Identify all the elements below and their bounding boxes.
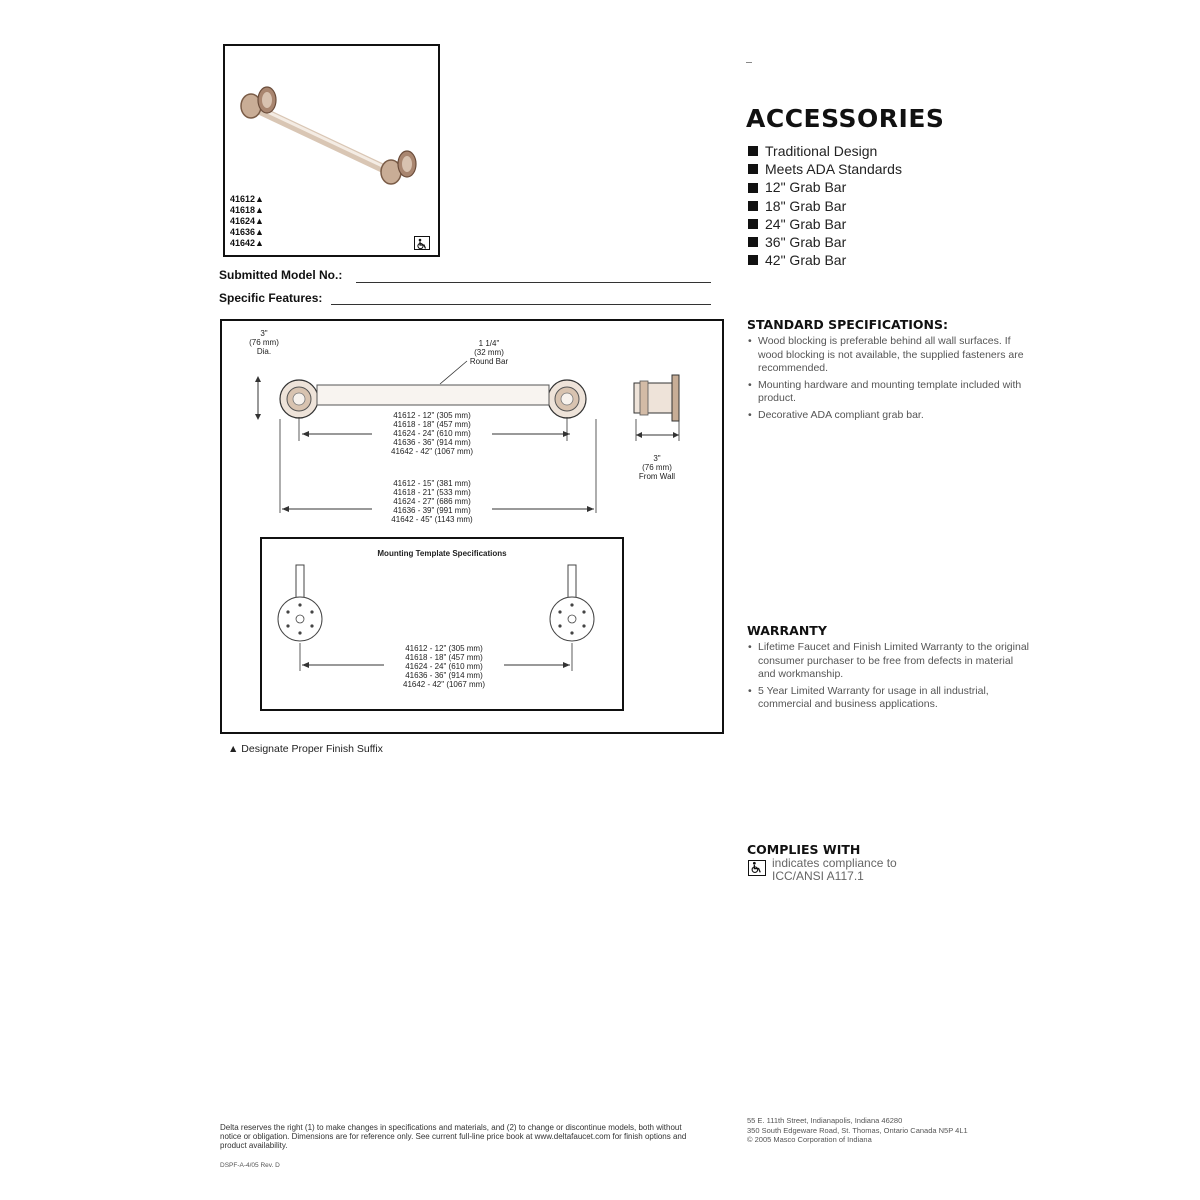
complies-line: ICC/ANSI A117.1 [772, 869, 864, 883]
warranty-heading: WARRANTY [747, 623, 827, 638]
standard-specs-list [748, 335, 1038, 425]
list-item [748, 142, 902, 160]
address-line: 350 South Edgeware Road, St. Thomas, Ontario Canada N5P 4L1 [747, 1125, 968, 1135]
complies-heading: COMPLIES WITH [747, 842, 861, 857]
dimension-text: (32 mm) [474, 348, 504, 357]
dimension-text: (76 mm) [249, 338, 279, 347]
feature-text: 24" Grab Bar [765, 215, 847, 232]
feature-text: Meets ADA Standards [765, 161, 902, 178]
dimension-text: Round Bar [469, 357, 509, 366]
disclaimer-text: Delta reserves the right (1) to make changes in specifications and materials, and (2) to change or discontinue models, both without notice or obligation. Dimensions are for reference only. See current full-line price book at www.deltafaucet.com for finish options and product availability. [220, 1123, 687, 1150]
dimension-text: 41642 - 42" (1067 mm) [403, 680, 485, 689]
dimension-text: 41624 - 27" (686 mm) [393, 497, 471, 506]
template-title: Mounting Template Specifications [377, 549, 507, 558]
list-item [748, 197, 902, 215]
list-item [748, 215, 902, 233]
mounting-template-box [260, 537, 624, 711]
feature-list [748, 142, 902, 269]
dimension-text: (76 mm) [642, 463, 672, 472]
address-line: 55 E. 111th Street, Indianapolis, Indiana 46280 [747, 1116, 903, 1125]
dimension-text: 41612 - 12" (305 mm) [393, 411, 471, 420]
list-item: • Wood blocking is preferable behind all wall surfaces. If wood blocking is not available, the supplied fasteners are recommended. [748, 335, 1038, 376]
model-number: 41642▲ [230, 238, 264, 248]
feature-text: 18" Grab Bar [765, 197, 847, 214]
finish-suffix-note: ▲ Designate Proper Finish Suffix [228, 743, 383, 755]
submitted-model-label: Submitted Model No.: [219, 268, 343, 282]
dimension-text: 1 1/4" [478, 339, 500, 348]
model-number: 41636▲ [230, 227, 264, 237]
feature-text: Traditional Design [765, 143, 878, 159]
bullet-square-icon [748, 201, 758, 211]
list-item [748, 160, 902, 178]
dimension-text: 41624 - 24" (610 mm) [405, 662, 483, 671]
wheelchair-accessible-icon [748, 860, 766, 876]
address-line: © 2005 Masco Corporation of Indiana [747, 1135, 872, 1144]
dimension-drawing [220, 319, 724, 734]
warranty-list [748, 641, 1033, 715]
model-number: 41612▲ [230, 194, 264, 204]
complies-description [772, 857, 897, 883]
company-address [747, 1116, 968, 1145]
dimension-text: 3" [653, 454, 661, 463]
dimension-text: 41618 - 18" (457 mm) [405, 653, 483, 662]
feature-text: 42" Grab Bar [765, 252, 847, 269]
document-code: DSPF-A-4/05 Rev. D [220, 1162, 280, 1169]
bullet-square-icon [748, 146, 758, 156]
list-item: • 5 Year Limited Warranty for usage in all industrial, commercial and business applications. [748, 685, 1033, 712]
grab-bar-photo [225, 46, 438, 196]
list-item [748, 251, 902, 269]
model-number: 41618▲ [230, 205, 264, 215]
dimension-text: 41618 - 18" (457 mm) [393, 420, 471, 429]
from-wall-label [627, 454, 687, 481]
standard-specs-heading: STANDARD SPECIFICATIONS: [747, 317, 948, 332]
dimension-text: 41636 - 39" (991 mm) [393, 506, 471, 515]
bullet-square-icon [748, 183, 758, 193]
divider [746, 62, 752, 63]
dimension-text: Dia. [256, 347, 272, 356]
list-item [748, 233, 902, 251]
page-title: ACCESSORIES [746, 104, 945, 133]
specific-features-field[interactable] [331, 304, 711, 305]
round-bar-label [454, 339, 524, 366]
complies-line: indicates compliance to [772, 856, 897, 870]
template-length-list [384, 644, 504, 689]
submitted-model-field[interactable] [356, 282, 711, 283]
bullet-square-icon [748, 219, 758, 229]
list-item: • Lifetime Faucet and Finish Limited Warranty to the original consumer purchaser to be free from defects in material and workmanship. [748, 641, 1033, 682]
bullet-square-icon [748, 255, 758, 265]
bar-length-list [372, 411, 492, 456]
feature-text: 36" Grab Bar [765, 234, 847, 251]
dimension-text: From Wall [638, 472, 676, 481]
dimension-text: 41636 - 36" (914 mm) [393, 438, 471, 447]
wheelchair-accessible-icon [414, 236, 430, 250]
list-item: • Decorative ADA compliant grab bar. [748, 409, 1038, 423]
feature-text: 12" Grab Bar [765, 179, 847, 196]
dimension-text: 41618 - 21" (533 mm) [393, 488, 471, 497]
dimension-text: 41612 - 12" (305 mm) [405, 644, 483, 653]
list-item [748, 178, 902, 196]
model-number-list [230, 194, 264, 249]
dimension-text: 41642 - 42" (1067 mm) [391, 447, 473, 456]
product-photo-box [223, 44, 440, 257]
overall-length-list [372, 479, 492, 524]
dimension-text: 3" [260, 329, 268, 338]
dimension-text: 41636 - 36" (914 mm) [405, 671, 483, 680]
bullet-square-icon [748, 164, 758, 174]
dimension-text: 41642 - 45" (1143 mm) [391, 515, 473, 524]
model-number: 41624▲ [230, 216, 264, 226]
dimension-text: 41624 - 24" (610 mm) [393, 429, 471, 438]
dimension-text: 41612 - 15" (381 mm) [393, 479, 471, 488]
list-item: • Mounting hardware and mounting template included with product. [748, 379, 1038, 406]
bullet-square-icon [748, 237, 758, 247]
flange-diameter-label [244, 329, 284, 356]
specific-features-label: Specific Features: [219, 291, 323, 305]
